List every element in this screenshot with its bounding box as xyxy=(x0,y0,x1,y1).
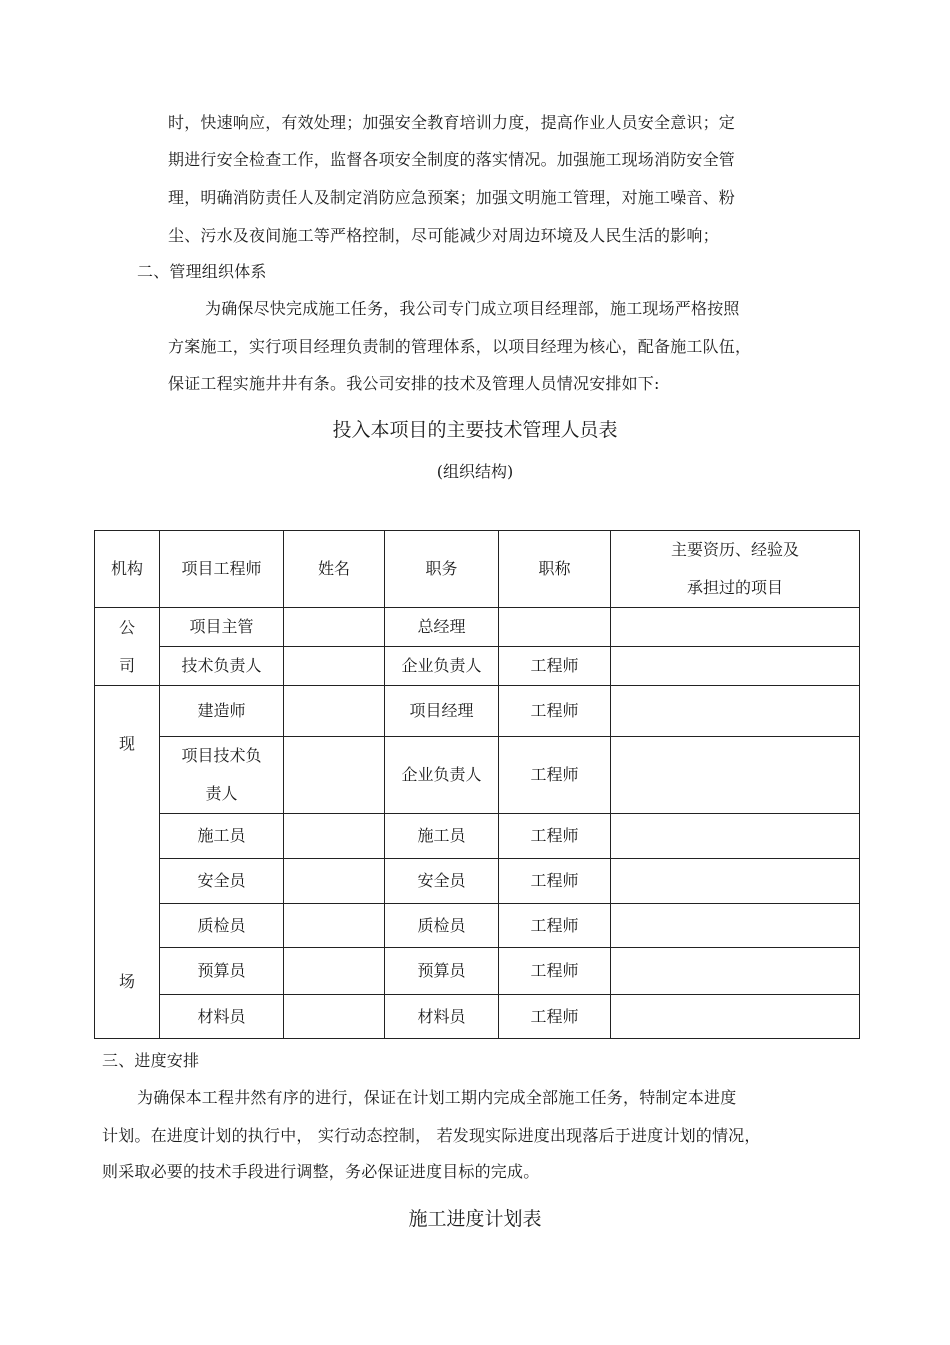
staff-table xyxy=(94,530,860,1039)
cell-engineer xyxy=(160,737,284,814)
org-company-char1: 公 xyxy=(118,617,135,637)
cell-name xyxy=(284,859,385,904)
cell-engineer-line2: 责人 xyxy=(205,784,238,803)
cell-experience xyxy=(611,737,860,814)
cell-engineer-line1: 项目技术负 xyxy=(181,746,262,765)
cell-name xyxy=(284,608,385,647)
cell-engineer: 技术负责人 xyxy=(160,647,284,686)
header-org: 机构 xyxy=(95,531,160,608)
cell-name xyxy=(284,995,385,1039)
cell-duty: 总经理 xyxy=(385,608,499,647)
paragraph-line: 时，快速响应，有效处理；加强安全教育培训力度，提高作业人员安全意识；定 xyxy=(168,113,736,132)
cell-engineer: 预算员 xyxy=(160,948,284,995)
cell-name xyxy=(284,904,385,948)
schedule-title: 施工进度计划表 xyxy=(408,1208,542,1230)
table-row xyxy=(95,995,860,1039)
cell-duty: 预算员 xyxy=(385,948,499,995)
cell-title: 工程师 xyxy=(499,814,611,859)
cell-experience xyxy=(611,859,860,904)
cell-experience xyxy=(611,647,860,686)
cell-title: 工程师 xyxy=(499,995,611,1039)
header-name: 姓名 xyxy=(284,531,385,608)
cell-experience xyxy=(611,904,860,948)
cell-duty: 企业负责人 xyxy=(385,647,499,686)
header-experience-line2: 承担过的项目 xyxy=(686,578,783,597)
header-title: 职称 xyxy=(499,531,611,608)
cell-name xyxy=(284,647,385,686)
cell-duty: 安全员 xyxy=(385,859,499,904)
cell-title: 工程师 xyxy=(499,737,611,814)
table-subtitle: (组织结构) xyxy=(436,462,514,481)
org-company-char2: 司 xyxy=(118,655,135,675)
paragraph-line: 方案施工，实行项目经理负责制的管理体系，以项目经理为核心，配备施工队伍， xyxy=(168,337,752,356)
cell-experience xyxy=(611,948,860,995)
cell-title xyxy=(499,608,611,647)
cell-title: 工程师 xyxy=(499,859,611,904)
cell-title: 工程师 xyxy=(499,904,611,948)
cell-duty: 质检员 xyxy=(385,904,499,948)
paragraph-line: 保证工程实施井井有条。我公司安排的技术及管理人员情况安排如下: xyxy=(168,374,660,393)
table-row xyxy=(95,859,860,904)
table-row xyxy=(95,948,860,995)
table-row xyxy=(95,904,860,948)
cell-duty: 项目经理 xyxy=(385,686,499,737)
org-site-char1: 现 xyxy=(118,734,135,753)
cell-name xyxy=(284,686,385,737)
org-company xyxy=(95,608,160,686)
cell-engineer: 项目主管 xyxy=(160,608,284,647)
cell-engineer: 材料员 xyxy=(160,995,284,1039)
cell-name xyxy=(284,814,385,859)
table-row xyxy=(95,814,860,859)
header-duty: 职务 xyxy=(385,531,499,608)
paragraph-line: 计划。在进度计划的执行中， 实行动态控制， 若发现实际进度出现落后于进度计划的情况， xyxy=(102,1126,761,1145)
cell-title: 工程师 xyxy=(499,948,611,995)
cell-experience xyxy=(611,814,860,859)
cell-duty: 施工员 xyxy=(385,814,499,859)
cell-engineer: 安全员 xyxy=(160,859,284,904)
cell-duty: 企业负责人 xyxy=(385,737,499,814)
paragraph-line: 为确保本工程井然有序的进行，保证在计划工期内完成全部施工任务，特制定本进度 xyxy=(137,1088,737,1107)
cell-engineer: 施工员 xyxy=(160,814,284,859)
table-title: 投入本项目的主要技术管理人员表 xyxy=(332,419,618,441)
cell-name xyxy=(284,948,385,995)
org-site xyxy=(95,686,160,1039)
table-row xyxy=(95,737,860,814)
cell-engineer: 建造师 xyxy=(160,686,284,737)
cell-duty: 材料员 xyxy=(385,995,499,1039)
paragraph-line: 为确保尽快完成施工任务，我公司专门成立项目经理部，施工现场严格按照 xyxy=(205,299,740,318)
cell-title: 工程师 xyxy=(499,647,611,686)
table-row xyxy=(95,608,860,647)
section-heading: 二、管理组织体系 xyxy=(137,262,267,281)
cell-name xyxy=(284,737,385,814)
section-heading: 三、进度安排 xyxy=(102,1051,200,1070)
paragraph-line: 理，明确消防责任人及制定消防应急预案；加强文明施工管理，对施工噪音、粉 xyxy=(168,188,736,207)
paragraph-line: 尘、污水及夜间施工等严格控制，尽可能减少对周边环境及人民生活的影响； xyxy=(168,226,719,245)
cell-experience xyxy=(611,686,860,737)
header-engineer: 项目工程师 xyxy=(160,531,284,608)
table-header-row xyxy=(95,531,860,608)
paragraph-line: 则采取必要的技术手段进行调整，务必保证进度目标的完成。 xyxy=(102,1162,540,1181)
org-site-char2: 场 xyxy=(118,972,135,991)
table-row xyxy=(95,647,860,686)
table-row xyxy=(95,686,860,737)
header-experience-line1: 主要资历、经验及 xyxy=(670,540,799,559)
paragraph-line: 期进行安全检查工作，监督各项安全制度的落实情况。加强施工现场消防安全管 xyxy=(168,150,736,169)
header-experience xyxy=(611,531,860,608)
cell-engineer: 质检员 xyxy=(160,904,284,948)
cell-experience xyxy=(611,995,860,1039)
cell-title: 工程师 xyxy=(499,686,611,737)
cell-experience xyxy=(611,608,860,647)
